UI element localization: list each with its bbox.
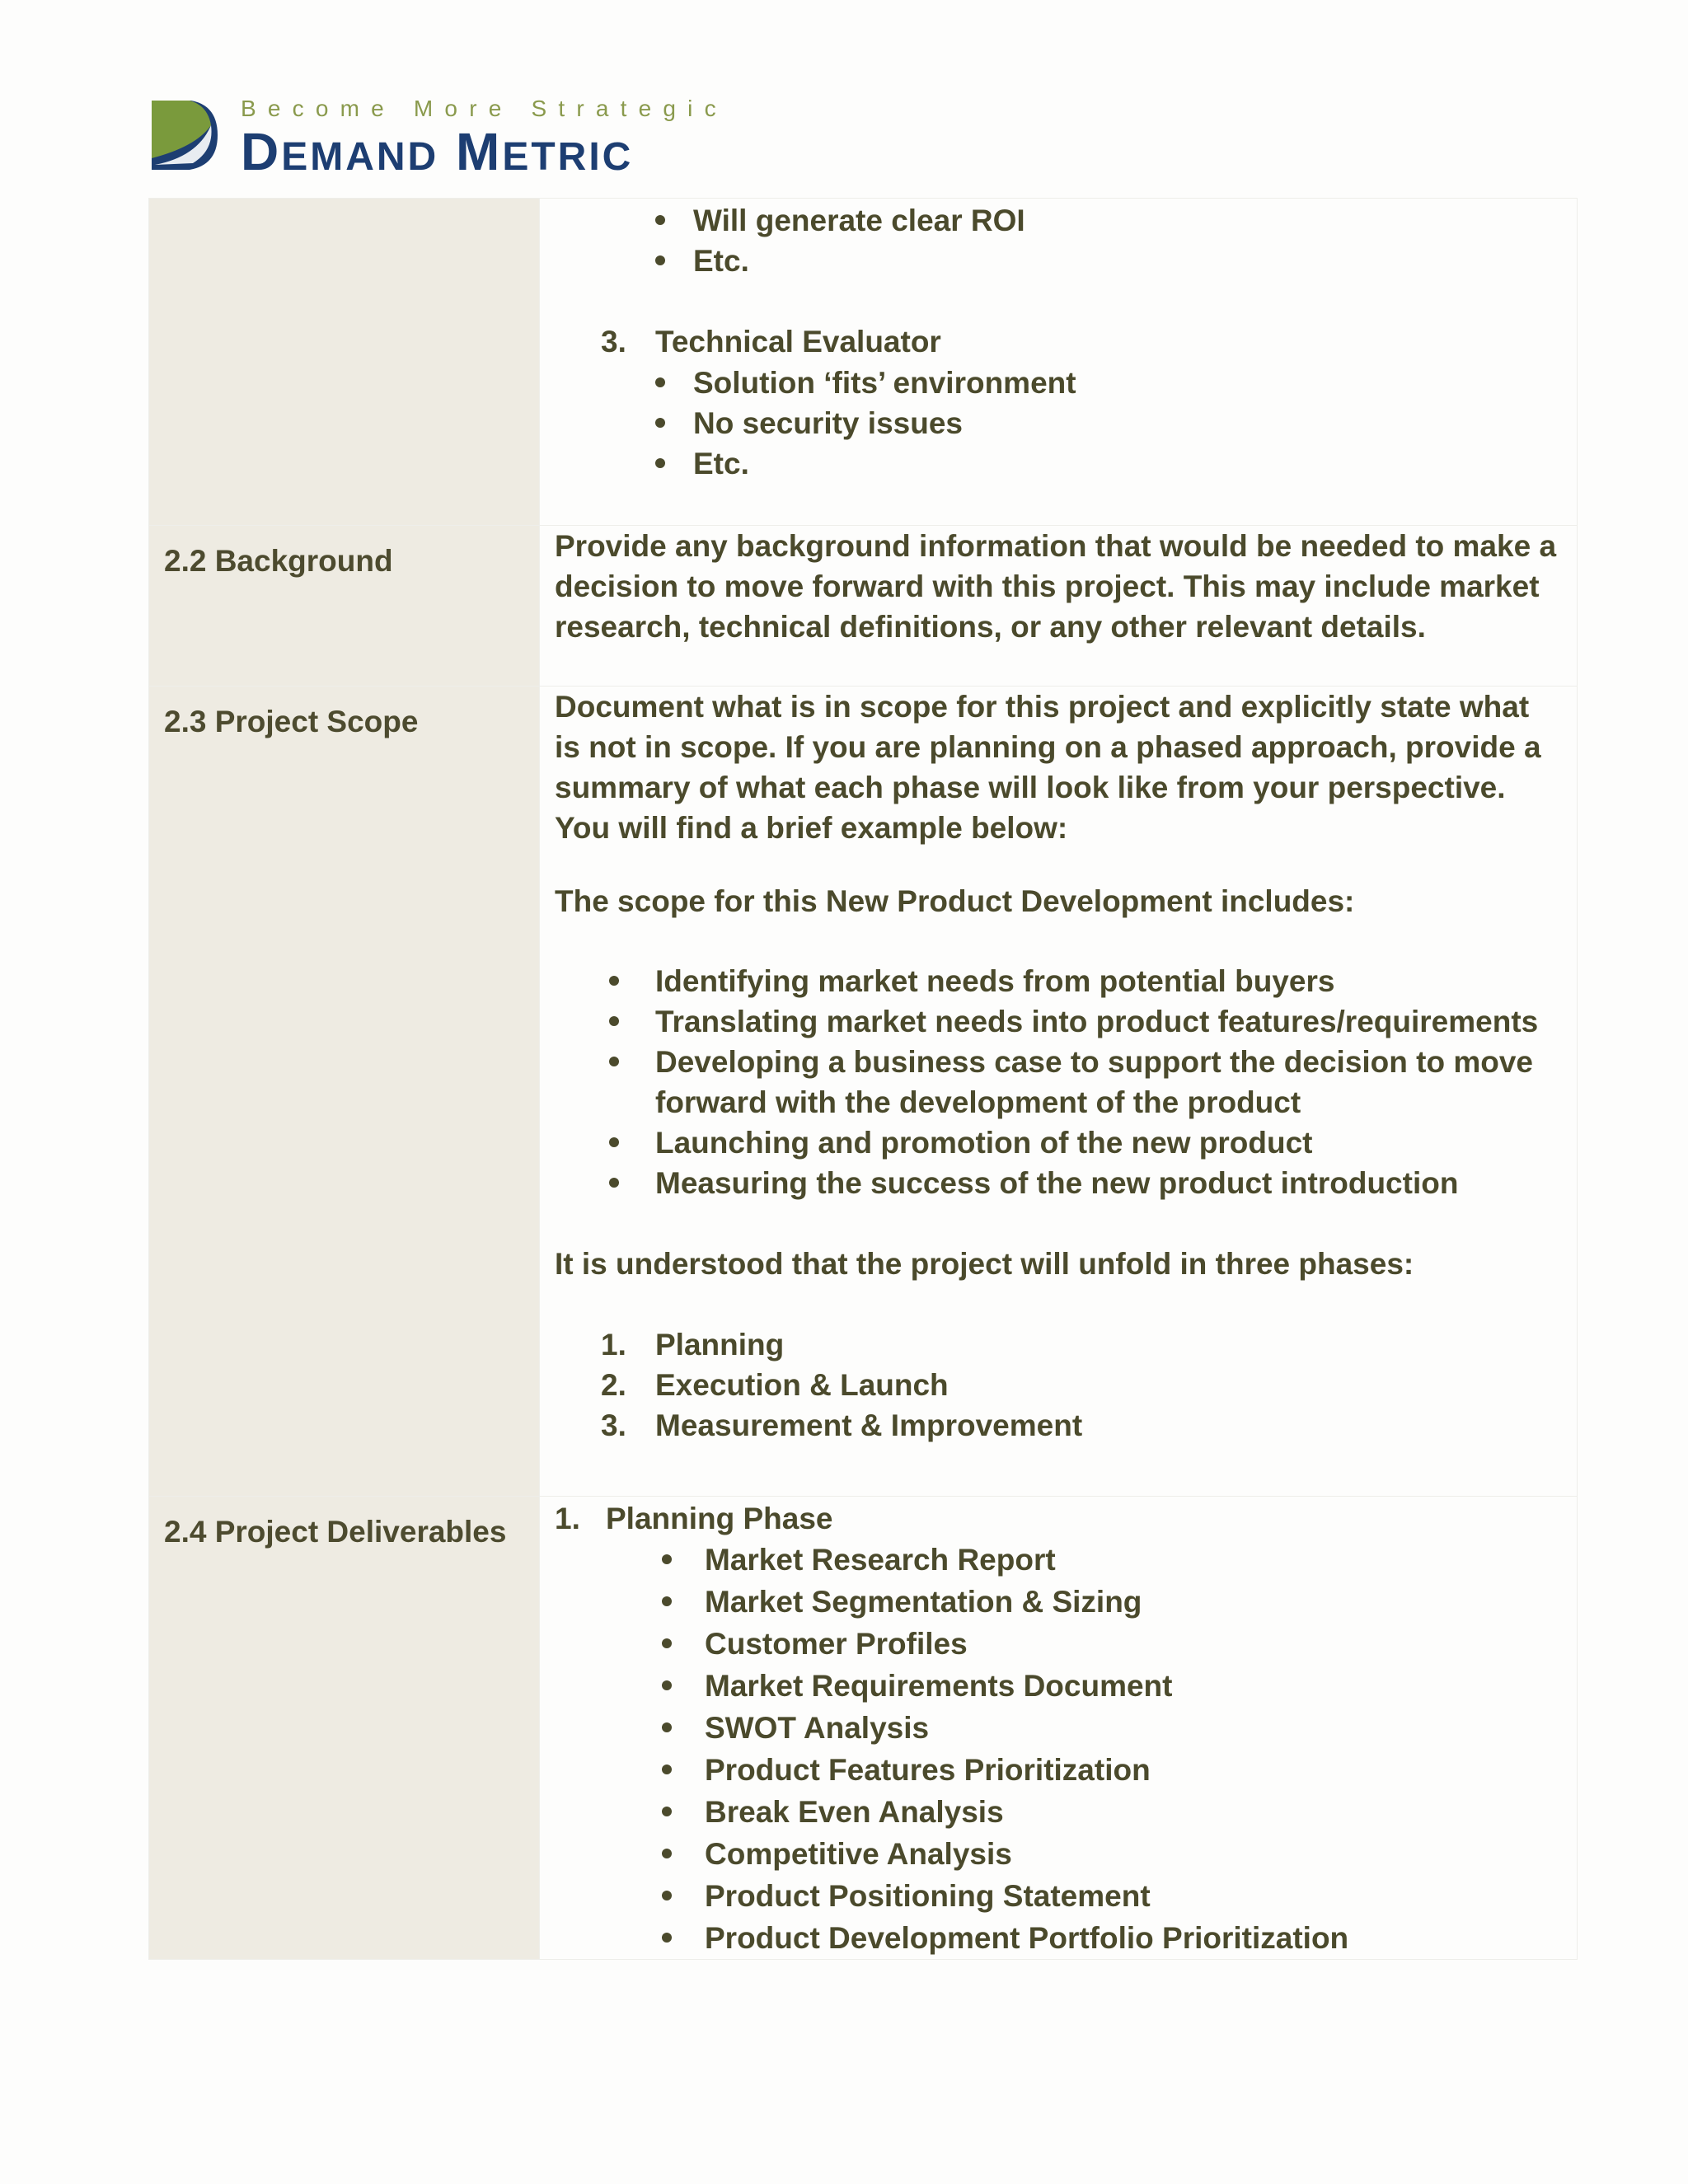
bullet-icon [662,1833,672,1875]
list-item [555,1539,1562,1581]
list-number: 1. [555,1502,580,1535]
phases-heading: It is understood that the project will unfold in three phases: [555,1247,1414,1281]
bullet-icon [662,1875,672,1917]
list-item [555,403,1562,443]
list-item [555,1665,1562,1707]
tagline: Become More Strategic [241,96,728,121]
evaluator-criteria-list [555,200,1562,281]
bullet-icon [655,363,665,403]
list-number: 1. [601,1328,626,1361]
list-item [555,1001,1562,1042]
evaluator-numbered-list [555,321,1562,362]
list-item [555,363,1562,403]
list-item-text: Product Features Prioritization [705,1753,1151,1787]
bullet-icon [662,1623,672,1665]
list-item-text: Break Even Analysis [705,1795,1004,1829]
list-item-text: Competitive Analysis [705,1837,1012,1871]
list-item-text: No security issues [693,406,963,440]
list-item [555,1833,1562,1875]
list-item-text: Market Research Report [705,1543,1056,1577]
list-item-text: Launching and promotion of the new product [655,1126,1313,1160]
bullet-icon [655,443,665,484]
scope-heading: The scope for this New Product Development includes: [555,884,1355,918]
bullet-icon [609,1163,619,1203]
list-item-text: Etc. [693,447,749,480]
list-item-text: Will generate clear ROI [693,204,1025,237]
scope-intro: Document what is in scope for this project and explicitly state what is not in scope. If you are planning on a phased approach, provide a summary of what each phase will look like from your perspective. You will find a brief example below: [555,690,1541,845]
list-item [555,443,1562,484]
bullet-icon [662,1665,672,1707]
bullet-icon [609,961,619,1001]
continuation-content [540,199,1578,526]
list-item-text: Customer Profiles [705,1627,968,1661]
numbered-item [555,1405,1562,1446]
deliverables-content [540,1497,1578,1960]
row-label: 2.4 Project Deliverables [149,1497,540,1960]
deliverables-list [555,1539,1562,1959]
list-item [555,241,1562,281]
list-item [555,961,1562,1001]
numbered-item-title: Technical Evaluator [655,325,941,359]
list-item-text: Market Requirements Document [705,1669,1173,1703]
numbered-item-text: Measurement & Improvement [655,1408,1083,1442]
list-item-text: Market Segmentation & Sizing [705,1585,1142,1619]
bullet-icon [609,1042,619,1082]
deliverables-phase-list [555,1498,1562,1539]
list-item [555,1122,1562,1163]
technical-criteria-list [555,363,1562,484]
bullet-icon [662,1707,672,1749]
list-item [555,1875,1562,1917]
list-item [555,200,1562,241]
list-item-text: Etc. [693,244,749,278]
brand-d: D [241,122,282,181]
scope-list [555,961,1562,1203]
row-label: 2.3 Project Scope [149,687,540,1497]
numbered-item [555,1365,1562,1405]
bullet-icon [662,1917,672,1959]
brand-m: M [456,122,503,181]
bullet-icon [662,1749,672,1791]
list-item-text: Product Positioning Statement [705,1879,1151,1913]
bullet-icon [655,200,665,241]
list-item [555,1581,1562,1623]
logo-mark [148,97,219,171]
numbered-item [555,1324,1562,1365]
list-item [555,1749,1562,1791]
list-item-text: Developing a business case to support the decision to move forward with the development of the product [655,1045,1534,1119]
background-content [540,526,1578,687]
bullet-icon [609,1001,619,1042]
list-number: 2. [601,1368,626,1402]
numbered-item [555,321,1562,362]
list-item [555,1042,1562,1122]
bullet-icon [655,241,665,281]
phase-title: Planning Phase [606,1502,833,1535]
phases-list [555,1324,1562,1446]
list-item [555,1791,1562,1833]
bullet-icon [655,403,665,443]
header [148,92,808,181]
list-item-text: Measuring the success of the new product introduction [655,1166,1459,1200]
list-item-text: Identifying market needs from potential buyers [655,964,1335,998]
row-label: 2.2 Background [149,526,540,687]
document-table [148,198,1578,1960]
numbered-item-text: Planning [655,1328,785,1361]
row-label-empty [149,199,540,526]
row-continuation [149,199,1578,526]
row-project-scope [149,687,1578,1497]
brand-name [241,122,634,184]
numbered-item [555,1498,1562,1539]
list-item-text: Translating market needs into product features/requirements [655,1005,1539,1038]
bullet-icon [609,1122,619,1163]
row-background [149,526,1578,687]
list-number: 3. [601,1408,626,1442]
row-project-deliverables [149,1497,1578,1960]
list-item [555,1707,1562,1749]
list-item [555,1623,1562,1665]
list-item [555,1917,1562,1959]
numbered-item-text: Execution & Launch [655,1368,949,1402]
list-item-text: SWOT Analysis [705,1711,930,1745]
bullet-icon [662,1539,672,1581]
brand-etric: ETRIC [502,135,634,179]
scope-content [540,687,1578,1497]
list-number: 3. [601,325,626,359]
brand-emand: EMAND [281,135,439,179]
list-item-text: Product Development Portfolio Prioritization [705,1921,1349,1955]
list-item-text: Solution ‘fits’ environment [693,366,1076,400]
list-item [555,1163,1562,1203]
bullet-icon [662,1791,672,1833]
background-text: Provide any background information that would be needed to make a decision to move forward with this project. This may include market research, technical definitions, or any other relevant details. [555,529,1557,644]
bullet-icon [662,1581,672,1623]
